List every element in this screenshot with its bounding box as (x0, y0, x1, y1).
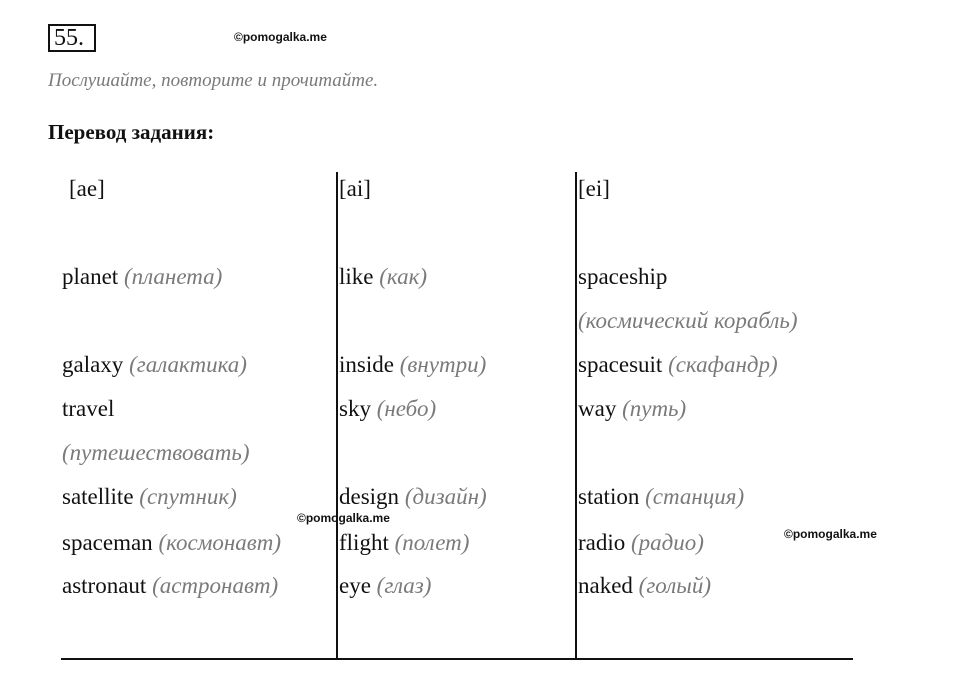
english-word: eye (339, 573, 371, 598)
translation: (глаз) (376, 573, 432, 598)
task-number: 55. (48, 24, 96, 52)
english-word: station (578, 484, 640, 509)
word-entry (62, 573, 278, 599)
english-word: satellite (62, 484, 134, 509)
column-header-ae: [ae] (69, 176, 105, 201)
table-bottom-rule (61, 658, 853, 660)
word-entry (62, 264, 222, 290)
word-entry (339, 484, 487, 510)
column-divider (575, 172, 577, 659)
word-entry (578, 573, 711, 599)
word-entry-continuation (578, 308, 798, 334)
translation: (полет) (394, 530, 470, 555)
word-entry (339, 530, 469, 556)
word-entry (339, 573, 431, 599)
watermark: ©pomogalka.me (297, 511, 390, 525)
word-entry (339, 396, 436, 422)
word-entry-continuation (62, 440, 250, 466)
translation: (астронавт) (152, 573, 279, 598)
translation: (спутник) (139, 484, 237, 509)
english-word: spaceship (578, 264, 668, 289)
translation: (небо) (376, 396, 437, 421)
translation: (голый) (638, 573, 711, 598)
word-entry (578, 264, 667, 290)
section-heading: Перевод задания: (48, 120, 215, 144)
english-word: inside (339, 352, 394, 377)
word-entry (339, 352, 486, 378)
translation: (космонавт) (158, 530, 282, 555)
english-word: radio (578, 530, 626, 555)
watermark: ©pomogalka.me (784, 527, 877, 541)
watermark: ©pomogalka.me (234, 30, 327, 44)
word-entry (578, 396, 686, 422)
translation: (путешествовать) (62, 440, 250, 465)
translation: (галактика) (129, 352, 247, 377)
english-word: way (578, 396, 617, 421)
translation: (внутри) (399, 352, 487, 377)
english-word: flight (339, 530, 389, 555)
english-word: like (339, 264, 374, 289)
word-entry (578, 352, 778, 378)
english-word: sky (339, 396, 371, 421)
instruction-text: Послушайте, повторите и прочитайте. (48, 70, 379, 91)
translation: (скафандр) (668, 352, 778, 377)
translation: (как) (379, 264, 428, 289)
translation: (путь) (622, 396, 687, 421)
word-entry (62, 530, 281, 556)
word-entry (62, 352, 247, 378)
english-word: naked (578, 573, 633, 598)
column-header-ai: [ai] (339, 176, 371, 201)
english-word: spaceman (62, 530, 153, 555)
english-word: galaxy (62, 352, 124, 377)
translation: (планета) (123, 264, 223, 289)
english-word: travel (62, 396, 115, 421)
word-entry (62, 396, 114, 422)
translation: (радио) (631, 530, 704, 555)
column-divider (336, 172, 338, 659)
word-entry (578, 484, 744, 510)
word-entry (578, 530, 704, 556)
english-word: astronaut (62, 573, 147, 598)
translation: (космический корабль) (578, 308, 798, 333)
english-word: design (339, 484, 400, 509)
english-word: spacesuit (578, 352, 663, 377)
translation: (станция) (645, 484, 745, 509)
word-entry (62, 484, 237, 510)
translation: (дизайн) (404, 484, 487, 509)
word-entry (339, 264, 427, 290)
english-word: planet (62, 264, 119, 289)
column-header-ei: [ei] (578, 176, 610, 201)
